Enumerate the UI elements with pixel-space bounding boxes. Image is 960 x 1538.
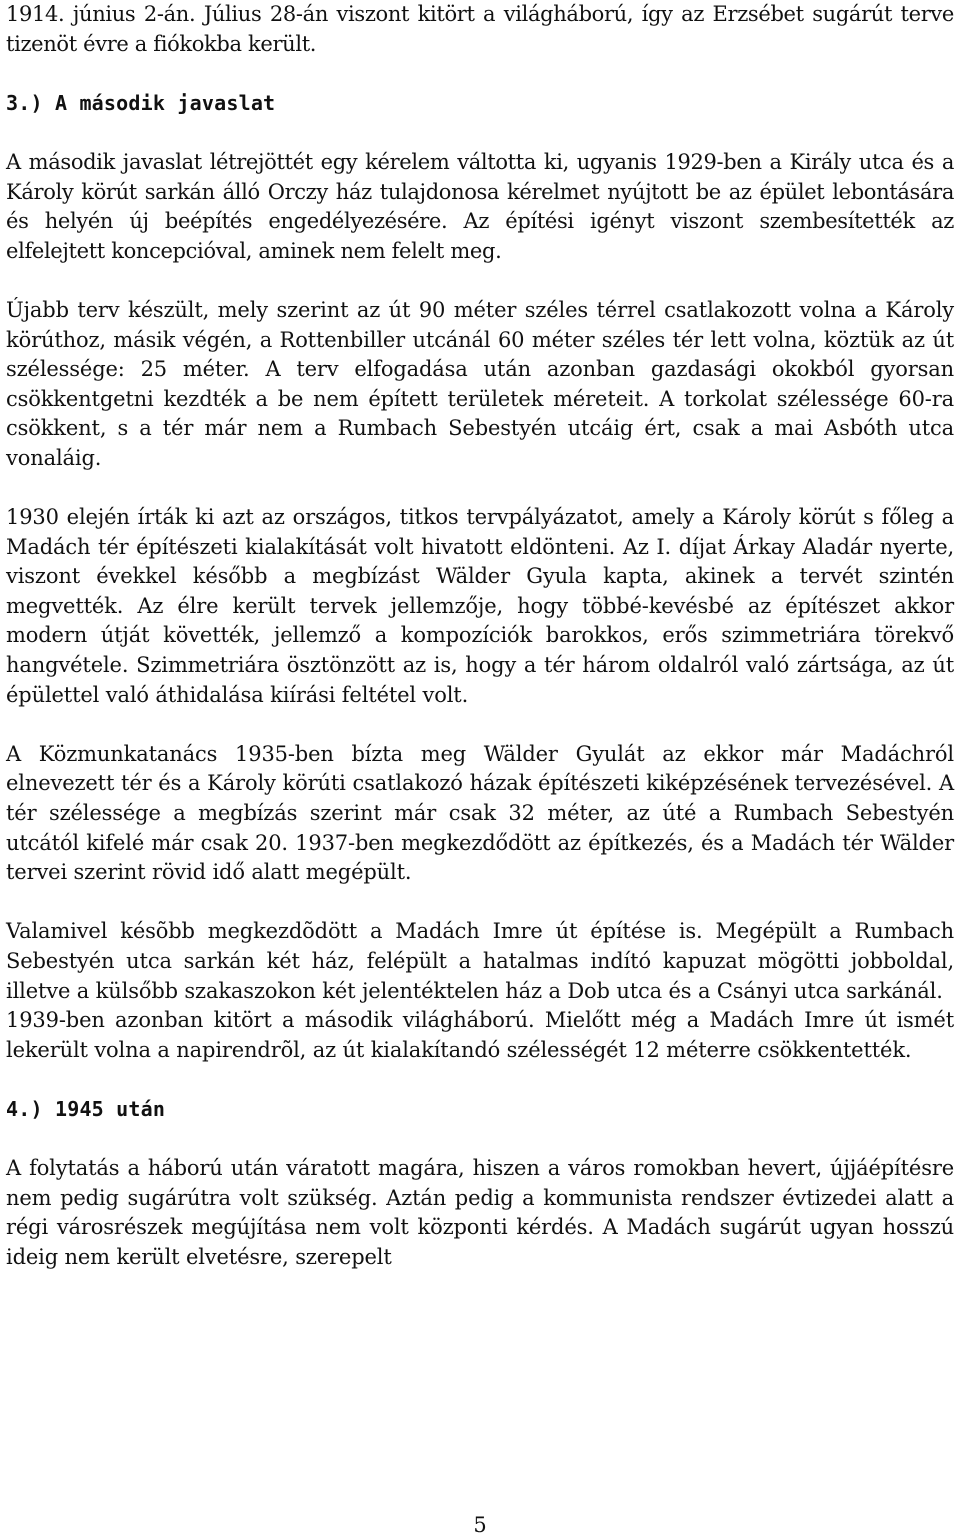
body-paragraph: Valamivel késõbb megkezdõdött a Madách Imre út építése is. Megépült a Rumbach Sebestyén utca sarkán két ház, felépült a hatalmas indító kapuzat mögötti jobboldal, illetve a külsőbb szakaszokon két jelentéktelen ház a Dob utca és a Csányi utca sarkánál.	[6, 919, 954, 1003]
spacer	[6, 266, 954, 296]
spacer	[6, 59, 954, 89]
spacer	[6, 118, 954, 148]
spacer	[6, 1065, 954, 1095]
body-paragraph: 1930 elején írták ki azt az országos, titkos tervpályázatot, amely a Károly körút s főleg a Madách tér építészeti kialakítását volt hivatott eldönteni. Az I. díjat Árkay Aladár nyerte, viszont évekkel később a megbízást Wälder Gyula kapta, akinek a tervét szintén megvették. Az élre került tervek jellemzője, hogy többé-kevésbé az építészet akkor modern útját követték, jellemző a kompozíciók barokkos, erős szimmetriára törekvő hangvétele. Szimmetriára ösztönzött az is, hogy a tér három oldalról való zártsága, az út épülettel való áthidalása kiírási feltétel volt.	[6, 505, 954, 707]
spacer	[6, 1125, 954, 1155]
spacer	[6, 710, 954, 740]
body-paragraph: A folytatás a háború után váratott magára, hiszen a város romokban hevert, újjáépítésre nem pedig sugárútra volt szükség. Aztán pedig a kommunista rendszer évtizedei alatt a régi városrészek megújítása nem volt központi kérdés. A Madách sugárút ugyan hosszú ideig nem került elvetésre, szerepelt	[6, 1156, 954, 1269]
body-paragraph: A Közmunkatanács 1935-ben bízta meg Wälder Gyulát az ekkor már Madáchról elnevezett tér és a Károly körúti csatlakozó házak építészeti kiképzésének tervezésével. A tér szélessége a megbízás szerint már csak 32 méter, az úté a Rumbach Sebestyén utcától kifelé már csak 20. 1937-ben megkezdődött az építkezés, és a Madách tér Wälder tervei szerint rövid idő alatt megépült.	[6, 741, 954, 885]
section-heading-3: 3.) A második javaslat	[6, 90, 276, 115]
body-paragraph: Újabb terv készült, mely szerint az út 90 méter széles térrel csatlakozott volna a Károly körúthoz, másik végén, a Rottenbiller utcánál 60 méter széles tér lett volna, köztük az út szélessége: 25 méter. A terv elfogadása után azonban gazdasági okokból gyorsan csökkentgetni kezdték a be nem épített területek méreteit. A torkolat szélessége 60-ra csökkent, s a tér már nem a Rumbach Sebestyén utcáig ért, csak a mai Asbóth utca vonaláig.	[6, 297, 954, 470]
body-paragraph: A második javaslat létrejöttét egy kérelem váltotta ki, ugyanis 1929-ben a Király utca és a Károly körút sarkán álló Orczy ház tulajdonosa kérelmet nyújtott be az épület lebontására és helyén új beépítés engedélyezésére. Az építési igényt viszont szembesítették az elfelejtett koncepcióval, aminek nem felelt meg.	[6, 149, 954, 263]
spacer	[6, 474, 954, 504]
page-number: 5	[473, 1513, 487, 1537]
section-heading-4: 4.) 1945 után	[6, 1096, 166, 1121]
intro-paragraph: 1914. június 2-án. Július 28-án viszont kitört a világháború, így az Erzsébet sugárút terve tizenöt évre a fiókokba került.	[6, 2, 954, 56]
document-page	[6, 0, 954, 1273]
body-paragraph: 1939-ben azonban kitört a második világháború. Mielőtt még a Madách Imre út ismét lekerült volna a napirendrõl, az út kialakítandó szélességét 12 méterre csökkentették.	[6, 1008, 954, 1062]
spacer	[6, 888, 954, 918]
